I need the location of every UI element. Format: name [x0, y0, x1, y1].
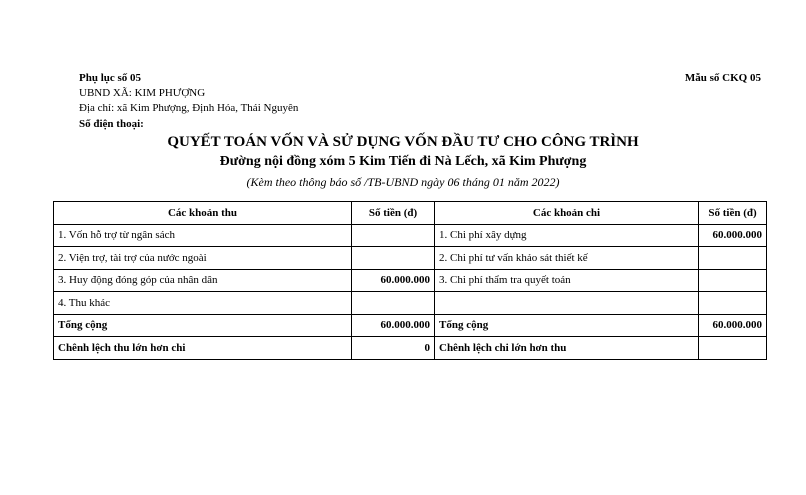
income-cell: 1. Vốn hỗ trợ từ ngân sách [54, 224, 352, 247]
expense-difference-label: Chênh lệch chi lớn hơn thu [435, 337, 699, 360]
table-row [54, 224, 767, 247]
form-code: Mẫu số CKQ 05 [684, 72, 761, 84]
expense-total-label: Tổng cộng [435, 314, 699, 337]
header-expense-amount: Số tiền (đ) [699, 202, 767, 225]
income-cell: 3. Huy động đóng góp của nhân dân [54, 269, 352, 292]
phone-label: Số điện thoại: [79, 118, 144, 130]
header-expense: Các khoản chi [435, 202, 699, 225]
address-label: Địa chỉ: xã Kim Phượng, Định Hóa, Thái Nguyên [79, 102, 299, 114]
document-note: (Kèm theo thông báo số /TB-UBND ngày 06 tháng 01 năm 2022) [246, 175, 560, 189]
income-amount-cell [352, 224, 435, 247]
expense-difference-amount [699, 337, 767, 360]
income-cell: 4. Thu khác [54, 292, 352, 315]
income-amount-cell: 60.000.000 [352, 269, 435, 292]
income-total-amount: 60.000.000 [352, 314, 435, 337]
expense-cell: 3. Chi phí thẩm tra quyết toán [435, 269, 699, 292]
expense-cell: 1. Chi phí xây dựng [435, 224, 699, 247]
expense-cell: 2. Chi phí tư vấn khảo sát thiết kế [435, 247, 699, 270]
difference-row [54, 337, 767, 360]
table-header-row [54, 202, 767, 225]
expense-cell [435, 292, 699, 315]
table-row [54, 247, 767, 270]
income-amount-cell [352, 292, 435, 315]
total-row [54, 314, 767, 337]
income-amount-cell [352, 247, 435, 270]
income-difference-amount: 0 [352, 337, 435, 360]
expense-amount-cell: 60.000.000 [699, 224, 767, 247]
table-row [54, 292, 767, 315]
expense-amount-cell [699, 269, 767, 292]
expense-amount-cell [699, 292, 767, 315]
header-income: Các khoản thu [54, 202, 352, 225]
commune-label: UBND XÃ: KIM PHƯỢNG [79, 87, 206, 99]
settlement-table [53, 201, 767, 360]
header-income-amount: Số tiền (đ) [352, 202, 435, 225]
document-subtitle: Đường nội đồng xóm 5 Kim Tiến đi Nà Lếch, xã Kim Phượng [219, 154, 587, 169]
income-difference-label: Chênh lệch thu lớn hơn chi [54, 337, 352, 360]
table-row [54, 269, 767, 292]
expense-total-amount: 60.000.000 [699, 314, 767, 337]
appendix-label: Phụ lục số 05 [79, 72, 142, 84]
income-cell: 2. Viện trợ, tài trợ của nước ngoài [54, 247, 352, 270]
document-title: QUYẾT TOÁN VỐN VÀ SỬ DỤNG VỐN ĐẦU TƯ CHO CÔNG TRÌNH [167, 134, 639, 150]
income-total-label: Tổng cộng [54, 314, 352, 337]
expense-amount-cell [699, 247, 767, 270]
